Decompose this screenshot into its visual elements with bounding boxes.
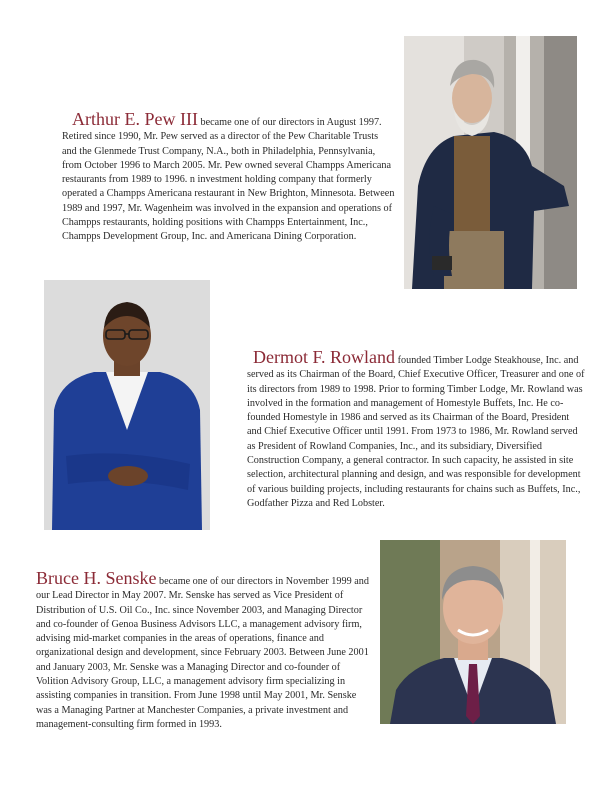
director-photo-senske: [380, 540, 566, 724]
director-name: Dermot F. Rowland: [253, 347, 396, 367]
director-photo-rowland: [44, 280, 210, 530]
director-name: Arthur E. Pew III: [72, 109, 198, 129]
director-bio-text: became one of our directors in August 1997. Retired since 1990, Mr. Pew served as a director of the Pew Charitable Trusts and the Glenmede Trust Company, N.A., both in Philadelphia, Pennsylvania, from October 1996 to March 2005. Mr. Pew owned several Champps Americana restaurants from 1989 to 1996. n investment holding company that formerly operated a Champps Americana restaurant in New Brighton, Minnesota. Between 1989 and 1997, Mr. Wagenheim was involved in the expansion and operations of Champps restaurants, holding positions with Champps Entertainment, Inc., Champps Development Group, Inc. and Americana Dining Corporation.: [62, 117, 395, 243]
director-name: Bruce H. Senske: [36, 568, 157, 588]
director-bio-text: became one of our directors in November 1999 and our Lead Director in May 2007. Mr. Senske has served as Vice President of Distribution of U.S. Oil Co., Inc. since November 2003, and Managing Director and co-founder of Genoa Business Advisors LLC, a management advisory firm, advising mid-market companies in the areas of operations, finance and organizational design and development, since February 2003. Between June 2001 and January 2003, Mr. Senske was a Managing Director and co-founder of Volition Advisory Group, LLC, a management advisory firm specializing in assisting companies in transition. From June 1998 until May 2001, Mr. Senske was a Managing Partner at Manchester Companies, a private investment and management-consulting firm formed in 1993.: [36, 576, 369, 730]
director-bio-rowland: [247, 347, 585, 511]
director-bio-text: founded Timber Lodge Steakhouse, Inc. and served as its Chairman of the Board, Chief Executive Officer, Treasurer and one of its directors from 1989 to 1998. Prior to forming Timber Lodge, Mr. Rowland was involved in the formation and management of Homestyle Buffets, Inc. He co-founded Homestyle in 1986 and served as its Chairman of the Board, President and Chief Executive Officer until 1991. From 1973 to 1986, Mr. Rowland served as President of Rowland Companies, Inc., and its subsidiary, Diversified Construction Company, a general contractor. In such capacity, he assisted in site selection, architectural planning and design, and was responsible for development of various building projects, including restaurants for chains such as Buffets, Inc., Godfather Pizza and Red Lobster.: [247, 355, 585, 509]
director-photo-pew: [404, 36, 577, 289]
director-bio-senske: [36, 568, 372, 732]
director-bio-pew: [62, 109, 395, 245]
